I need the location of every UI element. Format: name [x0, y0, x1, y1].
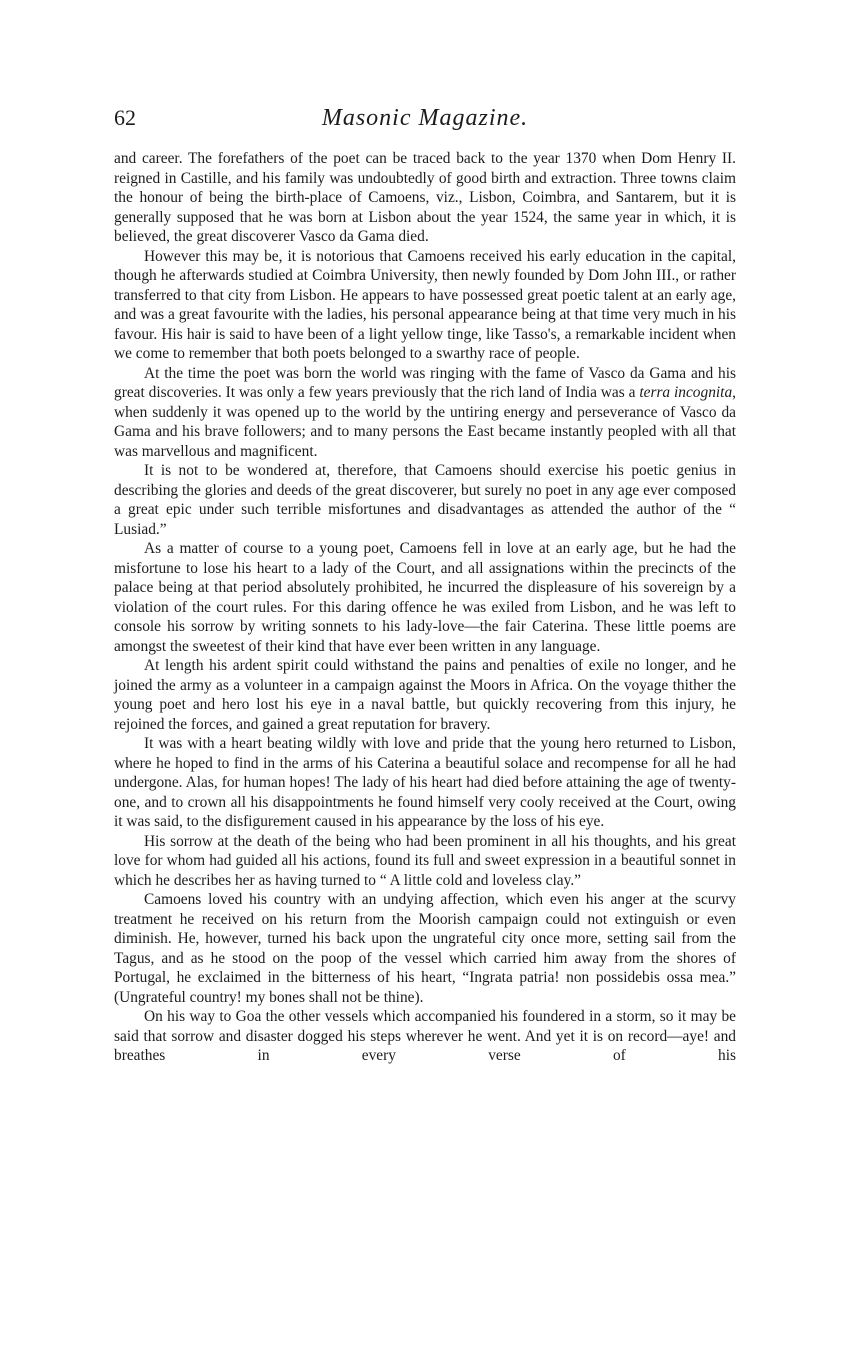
paragraph-5	[114, 539, 736, 656]
paragraph-6	[114, 656, 736, 734]
paragraph-7	[114, 734, 736, 832]
paragraph-10-text: On his way to Goa the other vessels which accompanied his foundered in a storm, so it may be said that sorrow and disaster dogged his steps wherever he went. And yet it is on record—aye! and breathes in every verse of his	[114, 1008, 736, 1064]
paragraph-7-text: It was with a heart beating wildly with love and pride that the young hero returned to Lisbon, where he hoped to find in the arms of his Caterina a beautiful solace and recompense for all he had undergone. Alas, for human hopes! The lady of his heart had died before attaining the age of twenty-one, and to crown all his disappointments he found himself very cooly received at the Court, owing it was said, to the disfigurement caused in his appearance by the loss of his eye.	[114, 735, 736, 830]
paragraph-2-text: However this may be, it is notorious that Camoens received his early education in the capital, though he afterwards studied at Coimbra University, then newly founded by Dom John III., or rather transferred to that city from Lisbon. He appears to have possessed great poetic talent at an early age, and was a great favourite with the ladies, his personal appearance being at that time very much in his favour. His hair is said to have been of a light yellow tinge, like Tasso's, a remarkable incident when we come to remember that both poets belonged to a swarthy race of people.	[114, 247, 736, 362]
paragraph-3-italic-phrase: terra incognita	[639, 384, 733, 401]
paragraph-4	[114, 461, 736, 539]
paragraph-6-text: At length his ardent spirit could withstand the pains and penalties of exile no longer, and he joined the army as a volunteer in a campaign against the Moors in Africa. On the voyage thither the young poet and hero lost his eye in a naval battle, but quickly recovering from this injury, he rejoined the forces, and gained a great reputation for bravery.	[114, 657, 736, 733]
paragraph-1-text: and career. The forefathers of the poet can be traced back to the year 1370 when Dom Henry II. reigned in Castille, and his family was undoubtedly of good birth and extraction. Three towns claim the honour of being the birth-place of Camoens, viz., Lisbon, Coimbra, and Santarem, but it is generally supposed that he was born at Lisbon about the year 1524, the same year in which, it is believed, the great discoverer Vasco da Gama died.	[114, 150, 736, 245]
paragraph-4-text: It is not to be wondered at, therefore, that Camoens should exercise his poetic genius in describing the glories and deeds of the great discoverer, but surely no poet in any age ever composed a great epic under such terrible misfortunes and disadvantages as attended the author of the “ Lusiad.”	[114, 462, 736, 538]
paragraph-9	[114, 890, 736, 1007]
paragraph-8	[114, 832, 736, 891]
article-body	[114, 149, 736, 1066]
paragraph-9-text: Camoens loved his country with an undying affection, which even his anger at the scurvy treatment he received on his return from the Moorish campaign could not extinguish or even diminish. He, however, turned his back upon the ungrateful city once more, setting sail from the Tagus, and as he stood on the poop of the vessel which carried him away from the shores of Portugal, he exclaimed in the bitterness of his heart, “Ingrata patria! non possidebis ossa mea.” (Ungrateful country! my bones shall not be thine).	[114, 891, 736, 1006]
paragraph-3	[114, 364, 736, 462]
paragraph-2	[114, 247, 736, 364]
paragraph-5-text: As a matter of course to a young poet, Camoens fell in love at an early age, but he had the misfortune to lose his heart to a lady of the Court, and all assignations within the precincts of the palace being at that period absolutely prohibited, he incurred the displeasure of his sovereign by a violation of the court rules. For this daring offence he was exiled from Lisbon, and he was left to console his sorrow by writing sonnets to his lady-love—the fair Caterina. These little poems are amongst the sweetest of their kind that have ever been written in any language.	[114, 540, 736, 655]
paragraph-3-text-start: At the time the poet was born the world was ringing with the fame of Vasco da Gama and his great discoveries. It was only a few years previously that the rich land of India was a	[114, 364, 736, 401]
paragraph-3-text-end: , when suddenly it was opened up to the world by the untiring energy and perseverance of Vasco da Gama and his brave followers; and to many persons the East became instantly peopled with all that was marvellous and magnificent.	[114, 384, 736, 460]
page-header	[114, 102, 736, 134]
page-number: 62	[114, 105, 136, 130]
paragraph-10	[114, 1007, 736, 1066]
paragraph-8-text: His sorrow at the death of the being who had been prominent in all his thoughts, and his great love for whom had guided all his actions, found its full and sweet expression in a beautiful sonnet in which he describes her as having turned to “ A little cold and loveless clay.”	[114, 832, 736, 889]
paragraph-1	[114, 149, 736, 247]
running-title: Masonic Magazine.	[321, 105, 529, 131]
